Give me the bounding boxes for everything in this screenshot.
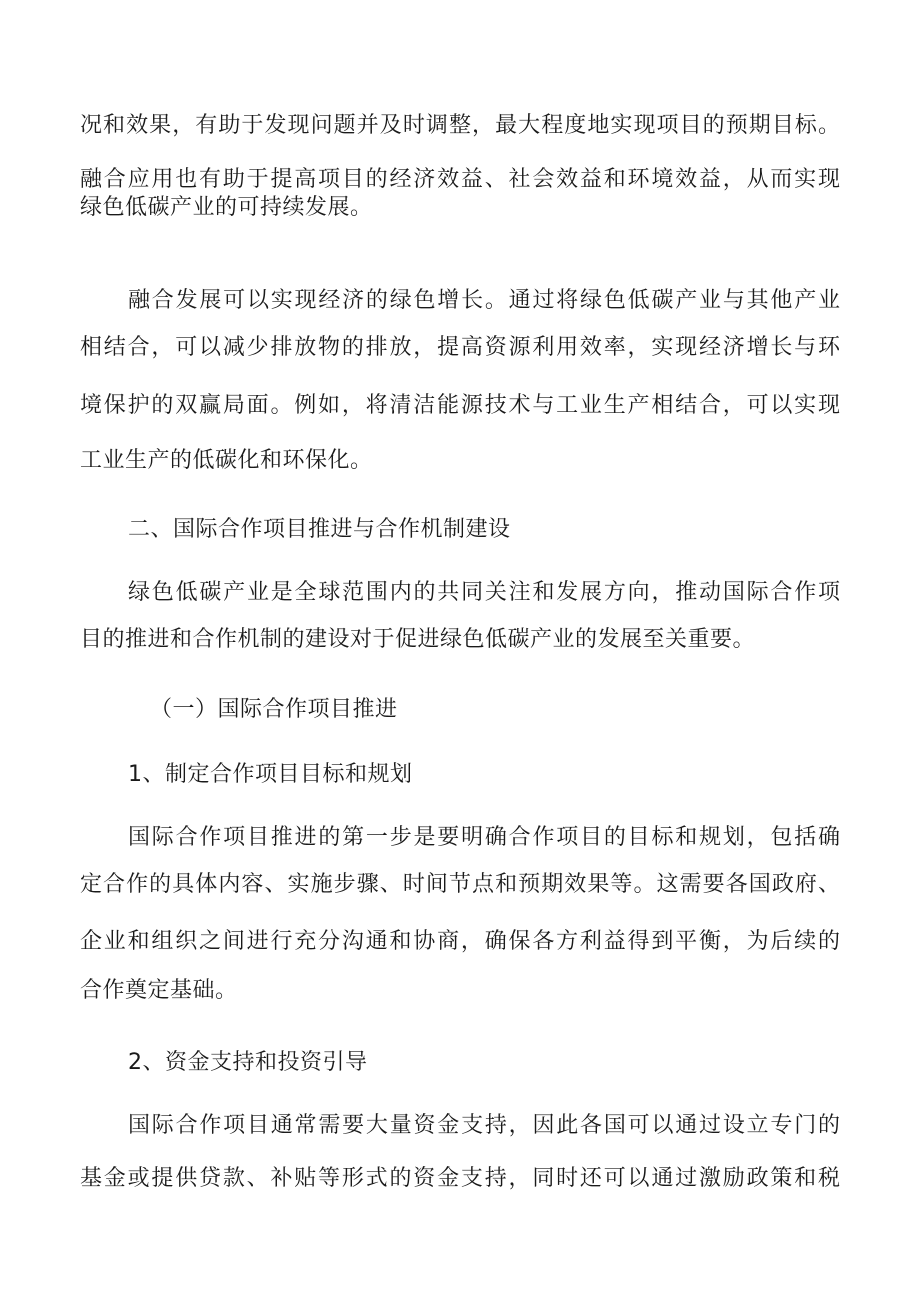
paragraph-line: 相结合，可以减少排放物的排放，提高资源利用效率，实现经济增长与环 [80,335,840,360]
paragraph-line: 绿色低碳产业的可持续发展。 [80,195,373,220]
subsection-heading: （一）国际合作项目推进 [150,697,398,722]
paragraph-line: 工业生产的低碳化和环保化。 [80,448,373,473]
paragraph-line: 定合作的具体内容、实施步骤、时间节点和预期效果等。这需要各国政府、 [80,872,840,897]
paragraph-line: 合作奠定基础。 [80,978,238,1003]
paragraph-line: 境保护的双赢局面。例如，将清洁能源技术与工业生产相结合，可以实现 [80,393,840,418]
paragraph-line: 绿色低碳产业是全球范围内的共同关注和发展方向，推动国际合作项 [128,580,840,605]
paragraph-line: 融合发展可以实现经济的绿色增长。通过将绿色低碳产业与其他产业 [128,288,840,313]
item-heading: 2、资金支持和投资引导 [128,1050,368,1075]
paragraph-line: 企业和组织之间进行充分沟通和协商，确保各方利益得到平衡，为后续的 [80,929,840,954]
paragraph-line: 况和效果，有助于发现问题并及时调整，最大程度地实现项目的预期目标。 [80,113,840,138]
paragraph-line: 融合应用也有助于提高项目的经济效益、社会效益和环境效益，从而实现 [80,167,840,192]
paragraph-line: 目的推进和合作机制的建设对于促进绿色低碳产业的发展至关重要。 [80,627,756,652]
item-heading: 1、制定合作项目目标和规划 [128,762,413,787]
section-heading: 二、国际合作项目推进与合作机制建设 [128,517,511,542]
paragraph-line: 基金或提供贷款、补贴等形式的资金支持，同时还可以通过激励政策和税 [80,1166,840,1191]
paragraph-line: 国际合作项目通常需要大量资金支持，因此各国可以通过设立专门的 [128,1113,840,1138]
paragraph-line: 国际合作项目推进的第一步是要明确合作项目的目标和规划，包括确 [128,825,840,850]
